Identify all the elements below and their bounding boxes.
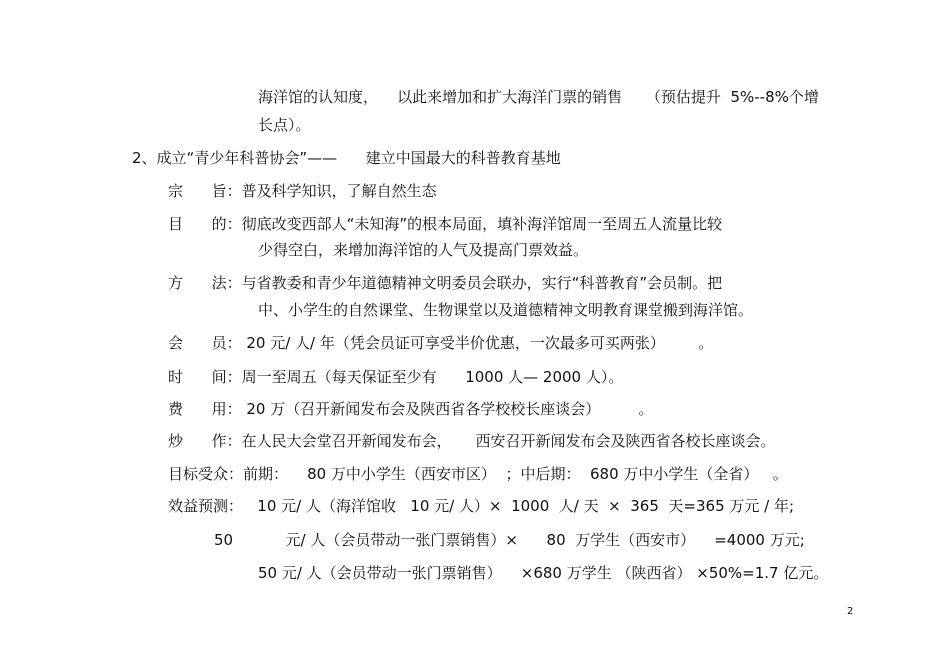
section-heading: 2、成立“青少年科普协会”—— 建立中国最大的科普教育基地	[132, 149, 561, 167]
text-line-2: 长点）。	[258, 116, 311, 134]
text-line-benefit-2: 50 元/ 人（会员带动一张门票销售）× 80 万学生（西安市） =4000 万元;	[214, 531, 805, 549]
page-number: 2	[847, 606, 854, 617]
text-line-cost: 费 用： 20 万（召开新闻发布会及陕西省各学校校长座谈会） 。	[168, 400, 654, 418]
text-line-promotion: 炒 作：在人民大会堂召开新闻发布会， 西安召开新闻发布会及陕西省各校长座谈会。	[168, 432, 776, 450]
text-line-method-cont: 中、小学生的自然课堂、生物课堂以及道德精神文明教育课堂搬到海洋馆。	[258, 301, 754, 319]
text-line-benefit-3: 50 元/ 人（会员带动一张门票销售） ×680 万学生 （陕西省） ×50%=1.7 亿元。	[258, 564, 829, 582]
text-line-purpose: 宗 旨：普及科学知识，了解自然生态	[168, 182, 437, 200]
text-line-method: 方 法：与省教委和青少年道德精神文明委员会联办，实行“科普教育”会员制。把	[168, 274, 723, 292]
text-line-time: 时 间：周一至周五（每天保证至少有 1000 人— 2000 人）。	[168, 368, 624, 386]
text-line-member: 会 员： 20 元/ 人/ 年（凭会员证可享受半价优惠，一次最多可买两张） 。	[168, 334, 714, 352]
text-line-benefit: 效益预测： 10 元/ 人（海洋馆收 10 元/ 人）× 1000 人/ 天 × 365 天=365 万元 / 年;	[168, 497, 795, 515]
text-line-goal-cont: 少得空白，来增加海洋馆的人气及提高门票效益。	[258, 241, 589, 259]
text-line-1: 海洋馆的认知度， 以此来增加和扩大海洋门票的销售 （预估提升 5%--8%个增	[258, 88, 819, 106]
text-line-goal: 目 的：彻底改变西部人“未知海”的根本局面，填补海洋馆周一至周五人流量比较	[168, 215, 723, 233]
text-line-audience: 目标受众：前期： 80 万中小学生（西安市区） ；中后期： 680 万中小学生（全省） 。	[168, 465, 788, 483]
